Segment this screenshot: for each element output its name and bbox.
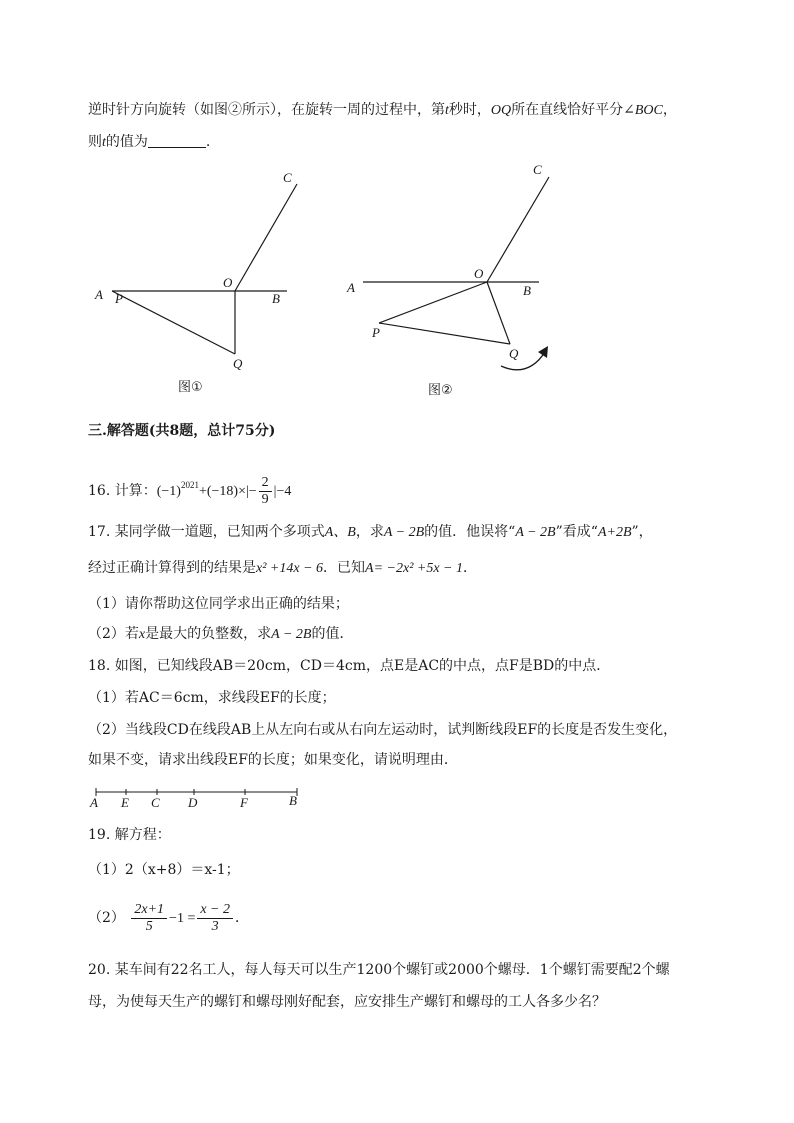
figure-1 bbox=[80, 165, 320, 400]
q17-text-c: 的值．他误将“ bbox=[424, 524, 516, 540]
segment-pq-2 bbox=[379, 323, 510, 344]
q15-text-e: 则 bbox=[88, 134, 102, 150]
segment-pq bbox=[112, 291, 235, 354]
ray-oc bbox=[235, 184, 297, 291]
q16-expr-mid: +(−18)×|− bbox=[198, 484, 257, 499]
q20-line1: 20. 某车间有22名工人，每人每天可以生产1200个螺钉或2000个螺母．1个螺钉需要配2个螺 bbox=[88, 962, 670, 978]
q17-line2 bbox=[88, 558, 477, 579]
segment-figure bbox=[85, 782, 305, 810]
q15-text-f: 的值为 bbox=[105, 134, 148, 150]
label-o-2: O bbox=[474, 266, 484, 281]
seg-label-a: A bbox=[90, 795, 98, 810]
seg-label-e: E bbox=[121, 795, 129, 810]
figure-1-caption: 图① bbox=[178, 380, 203, 395]
q15-text-b: 秒时， bbox=[448, 102, 491, 118]
section-3-title: 三.解答题(共8题，总计75分) bbox=[88, 423, 276, 439]
q15-line1 bbox=[88, 100, 677, 121]
q18-line1: 18. 如图，已知线段AB＝20cm，CD＝4cm，点E是AC的中点，点F是BD的中点． bbox=[88, 658, 611, 674]
q15-text-a: 逆时针方向旋转（如图②所示），在旋转一周的过程中，第 bbox=[88, 102, 445, 118]
q17-text-b: ，求 bbox=[355, 524, 384, 540]
label-a: A bbox=[95, 287, 103, 302]
seg-label-d: D bbox=[188, 795, 198, 810]
q17-a-expr: A= −2x² +5x − 1 bbox=[365, 561, 463, 576]
segment-oq-2 bbox=[487, 282, 510, 344]
q20-line2: 母，为使每天生产的螺钉和螺母刚好配套，应安排生产螺钉和螺母的工人各多少名？ bbox=[88, 994, 606, 1010]
seg-label-b: B bbox=[289, 793, 297, 808]
q15-text-d: ， bbox=[662, 102, 677, 118]
label-p-2: P bbox=[372, 325, 380, 340]
label-p: P bbox=[115, 291, 123, 306]
label-c: C bbox=[283, 170, 292, 185]
q19-title: 19. 解方程： bbox=[88, 827, 171, 843]
q19-f2-num: x − 2 bbox=[197, 902, 233, 919]
q15-line2 bbox=[88, 132, 210, 153]
var-t: t bbox=[445, 103, 449, 118]
q15-period: . bbox=[205, 134, 211, 150]
angle-boc: ∠BOC bbox=[623, 103, 663, 118]
q16-label: 计算： bbox=[114, 483, 157, 499]
q17-var-x: x bbox=[138, 627, 146, 642]
q17-text-h: ． bbox=[463, 560, 477, 576]
q17-expr2: A − 2B bbox=[515, 525, 556, 540]
q19-sub2 bbox=[88, 898, 249, 939]
label-b: B bbox=[272, 291, 280, 306]
q17-text-f: 经过正确计算得到的结果是 bbox=[88, 560, 256, 576]
q17-sub2 bbox=[88, 624, 353, 645]
label-q: Q bbox=[233, 356, 243, 371]
var-t-2: t bbox=[102, 135, 106, 150]
q16-frac-num: 2 bbox=[259, 475, 272, 492]
q19-end: ． bbox=[235, 910, 250, 926]
q17-expr3: A+2B bbox=[597, 525, 632, 540]
label-b-2: B bbox=[523, 283, 531, 298]
q19-f1-den: 5 bbox=[145, 918, 153, 934]
q18-sub1: （1）若AC＝6cm，求线段EF的长度； bbox=[88, 690, 336, 706]
q15-text-c: 所在直线恰好平分 bbox=[511, 102, 624, 118]
q16-expr-end: |−4 bbox=[273, 484, 292, 499]
label-c-2: C bbox=[533, 162, 542, 177]
q18-sub2-line2: 如果不变，请求出线段EF的长度；如果变化，请说明理由． bbox=[88, 752, 458, 768]
q17-text-d: ”看成“ bbox=[555, 524, 598, 540]
q19-fraction-2 bbox=[197, 902, 233, 935]
q19-f2-den: 3 bbox=[211, 918, 219, 934]
label-o: O bbox=[223, 275, 233, 290]
label-q-2: Q bbox=[509, 346, 519, 361]
q17-result-expr: x² +14x − 6 bbox=[256, 561, 324, 576]
q17-expr1: A − 2B bbox=[383, 525, 425, 540]
q17-sub2-a: （2）若 bbox=[88, 626, 139, 642]
label-a-2: A bbox=[347, 280, 355, 295]
figure-2 bbox=[340, 155, 570, 405]
seg-label-f: F bbox=[240, 795, 248, 810]
q17-text-g: ．已知 bbox=[323, 560, 366, 576]
q17-sub1: （1）请你帮助这位同学求出正确的结果； bbox=[88, 596, 349, 612]
var-oq: OQ bbox=[490, 103, 512, 118]
segment-op-2 bbox=[379, 282, 487, 323]
rotation-arrowhead-icon bbox=[538, 346, 548, 358]
q16 bbox=[88, 470, 291, 508]
rotation-arrow-arc bbox=[501, 352, 545, 370]
q17-line1 bbox=[88, 522, 653, 543]
q17-sub2-c: 的值． bbox=[311, 626, 354, 642]
q16-exponent: 2021 bbox=[180, 480, 199, 490]
q17-sub2-b: 是最大的负整数，求 bbox=[145, 626, 272, 642]
figure-2-caption: 图② bbox=[428, 383, 453, 398]
q17-text-e: ”， bbox=[631, 524, 653, 540]
q18-sub2-line1: （2）当线段CD在线段AB上从左向右或从右向左运动时，试判断线段EF的长度是否发生变化， bbox=[88, 722, 678, 738]
q16-frac-den: 9 bbox=[261, 491, 269, 507]
seg-label-c: C bbox=[151, 795, 160, 810]
q16-base: (−1) bbox=[156, 484, 181, 499]
ray-oc-2 bbox=[487, 177, 549, 282]
q19-sub1: （1）2（x+8）＝x-1； bbox=[88, 862, 240, 878]
q17-text-a: 17. 某同学做一道题，已知两个多项式 bbox=[88, 524, 325, 540]
q19-sub2-label: （2） bbox=[88, 910, 125, 926]
answer-blank[interactable] bbox=[148, 133, 206, 148]
q17-sub2-expr: A − 2B bbox=[271, 627, 312, 642]
q19-f1-num: 2x+1 bbox=[131, 902, 167, 919]
q19-mid: −1 = bbox=[169, 911, 196, 926]
q16-fraction bbox=[259, 475, 272, 508]
q17-vars-ab: A、B bbox=[324, 525, 356, 540]
q19-fraction-1 bbox=[131, 902, 167, 935]
q16-number: 16. bbox=[88, 483, 111, 499]
